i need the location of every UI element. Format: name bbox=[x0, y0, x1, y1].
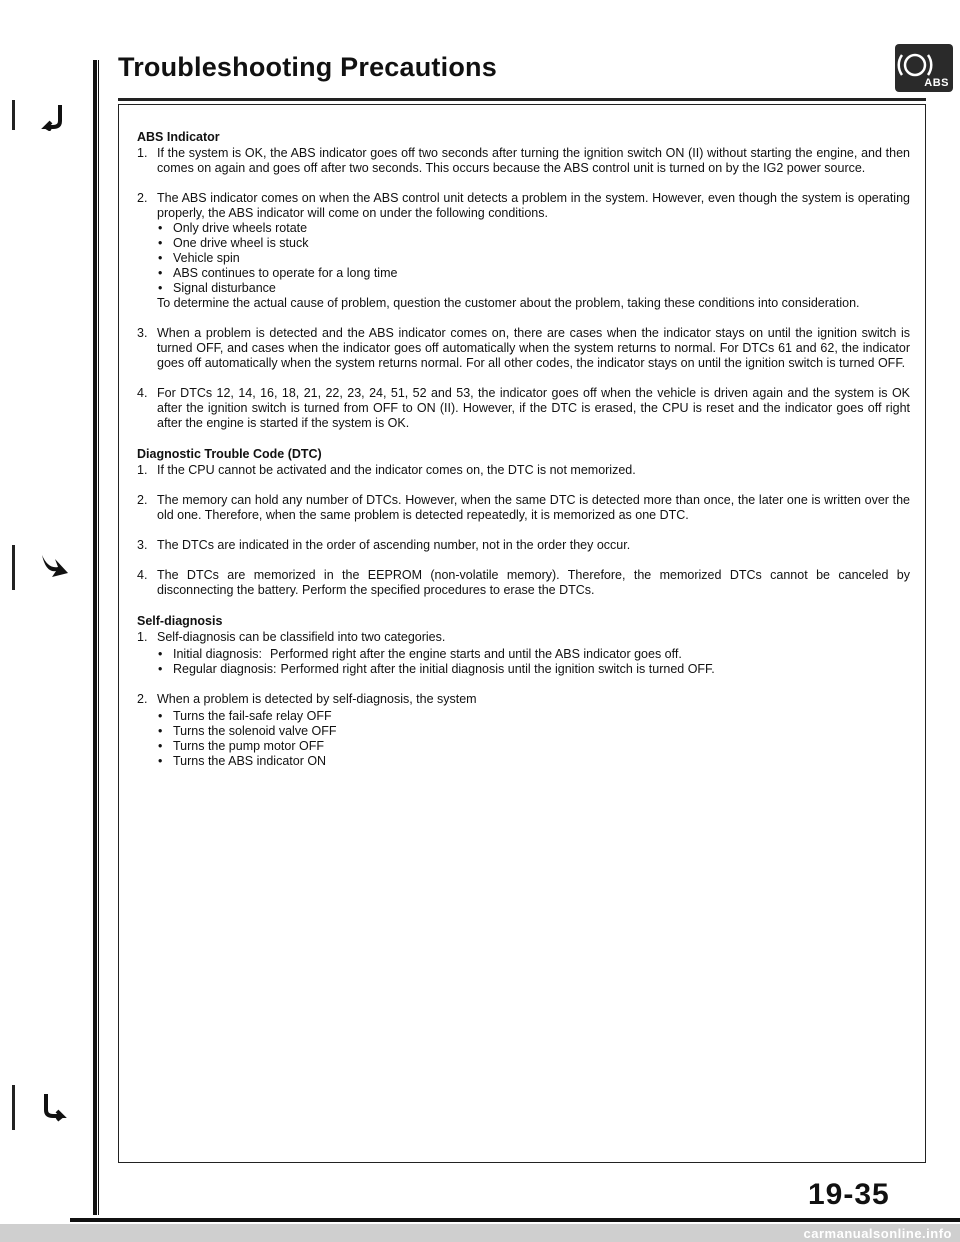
left-margin-rule bbox=[93, 60, 97, 1215]
footer-rule bbox=[70, 1218, 960, 1222]
bullet-item bbox=[157, 662, 910, 677]
item-number: 1. bbox=[137, 146, 148, 160]
item-text: The memory can hold any number of DTCs. However, when the same DTC is detected more than once, the later one is written over the old one. Therefore, when the same problem is detected repeatedly, it is memorized as one DTC. bbox=[157, 493, 910, 522]
frame-top-rule bbox=[118, 98, 926, 101]
binding-mark bbox=[12, 1085, 15, 1130]
list-item bbox=[137, 326, 910, 371]
bullet-item: • Vehicle spin bbox=[157, 251, 910, 266]
item-number: 2. bbox=[137, 493, 148, 507]
item-number: 3. bbox=[137, 538, 148, 552]
list-item bbox=[137, 692, 910, 769]
item-number: 1. bbox=[137, 630, 148, 644]
item-text: If the system is OK, the ABS indicator goes off two seconds after turning the ignition switch ON (II) without starting the engine, and then comes on again and goes off after two seconds. This occurs because the ABS control unit is turned on by the IG2 power source. bbox=[157, 146, 910, 175]
abs-badge bbox=[895, 44, 953, 92]
item-text: Self-diagnosis can be classifield into two categories. bbox=[157, 630, 446, 644]
bullet-item bbox=[157, 647, 910, 662]
item-text: If the CPU cannot be activated and the indicator comes on, the DTC is not memorized. bbox=[157, 463, 636, 477]
binding-mark bbox=[12, 100, 15, 130]
item-number: 1. bbox=[137, 463, 148, 477]
margin-arrow-icon bbox=[40, 1092, 68, 1122]
item-number: 2. bbox=[137, 692, 148, 706]
list-item bbox=[137, 630, 910, 677]
item-text: When a problem is detected and the ABS indicator comes on, there are cases when the indicator stays on until the ignition switch is turned OFF, and cases when the indicator goes off automatically when the system returns to normal. For DTCs 61 and 62, the indicator goes off automatically when the system returns normal. For all other codes, the indicator stays on until the ignition switch is turned OFF. bbox=[157, 326, 910, 370]
list-item bbox=[137, 568, 910, 598]
bullet-item: • One drive wheel is stuck bbox=[157, 236, 910, 251]
bullet-item: • Only drive wheels rotate bbox=[157, 221, 910, 236]
item-number: 2. bbox=[137, 191, 148, 205]
item-number: 4. bbox=[137, 568, 148, 582]
binding-mark bbox=[12, 545, 15, 590]
item-text: When a problem is detected by self-diagnosis, the system bbox=[157, 692, 477, 706]
diagnosis-label: • Initial diagnosis: bbox=[173, 647, 262, 661]
diagnosis-label: • Regular diagnosis: bbox=[173, 662, 277, 676]
bullet-item: • Turns the ABS indicator ON bbox=[157, 754, 910, 769]
bullet-item: • Signal disturbance bbox=[157, 281, 910, 296]
document-body bbox=[137, 130, 910, 784]
item-note: To determine the actual cause of problem, question the customer about the problem, taking these conditions into consideration. bbox=[157, 296, 860, 310]
item-text: The DTCs are indicated in the order of ascending number, not in the order they occur. bbox=[157, 538, 631, 552]
diagnosis-text: Performed right after the initial diagnosis until the ignition switch is turned OFF. bbox=[280, 662, 715, 676]
left-margin-rule-thin bbox=[98, 60, 99, 1215]
margin-arrow-icon bbox=[40, 103, 68, 131]
item-number: 3. bbox=[137, 326, 148, 340]
list-item bbox=[137, 146, 910, 176]
list-item bbox=[137, 463, 910, 478]
item-text: For DTCs 12, 14, 16, 18, 21, 22, 23, 24, 51, 52 and 53, the indicator goes off when the vehicle is driven again and the system is OK after the ignition switch is turned from OFF to ON (II). However, if the DTC is erased, the CPU is reset and the indicator goes off right after the engine is started if the system is OK. bbox=[157, 386, 910, 430]
watermark: carmanualsonline.info bbox=[803, 1226, 952, 1241]
section-heading-dtc: Diagnostic Trouble Code (DTC) bbox=[137, 447, 322, 461]
diagnosis-category-list bbox=[157, 647, 910, 677]
system-action-list bbox=[157, 709, 910, 769]
page-title: Troubleshooting Precautions bbox=[118, 52, 497, 82]
item-number: 4. bbox=[137, 386, 148, 400]
bullet-item: • Turns the solenoid valve OFF bbox=[157, 724, 910, 739]
diagnosis-text: Performed right after the engine starts and until the ABS indicator goes off. bbox=[270, 647, 682, 661]
item-text: The ABS indicator comes on when the ABS control unit detects a problem in the system. However, even though the system is operating properly, the ABS indicator will come on under the following conditions. bbox=[157, 191, 910, 220]
bullet-item: • Turns the fail-safe relay OFF bbox=[157, 709, 910, 724]
margin-arrow-icon bbox=[40, 553, 70, 579]
section-heading-self-diagnosis: Self-diagnosis bbox=[137, 614, 223, 628]
bullet-item: • Turns the pump motor OFF bbox=[157, 739, 910, 754]
list-item bbox=[137, 493, 910, 523]
condition-list bbox=[157, 221, 910, 296]
list-item bbox=[137, 538, 910, 553]
list-item bbox=[137, 386, 910, 431]
section-heading-abs-indicator: ABS Indicator bbox=[137, 130, 220, 144]
bullet-item: • ABS continues to operate for a long time bbox=[157, 266, 910, 281]
list-item bbox=[137, 191, 910, 311]
page-number: 19-35 bbox=[808, 1178, 890, 1211]
item-text: The DTCs are memorized in the EEPROM (non-volatile memory). Therefore, the memorized DTCs cannot be canceled by disconnecting the battery. Perform the specified procedures to erase the DTCs. bbox=[157, 568, 910, 597]
abs-badge-label: ABS bbox=[924, 77, 949, 89]
